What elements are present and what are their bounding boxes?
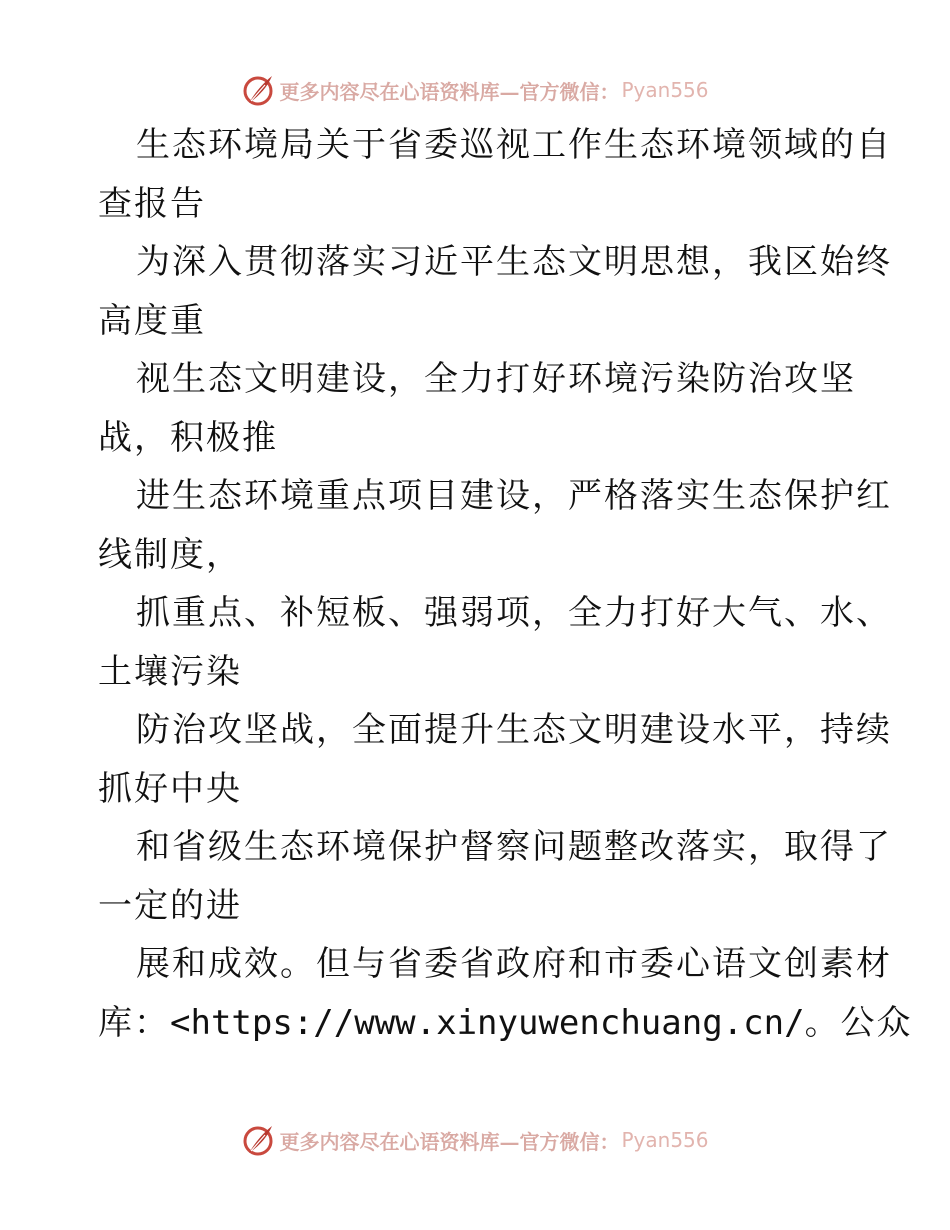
header-banner-wechat-id: Pyan556 <box>621 78 709 102</box>
doc-paragraph-line: 视生态文明建设，全力打好环境污染防治攻坚 <box>136 359 856 399</box>
doc-paragraph-line: 展和成效。但与省委省政府和市委心语文创素材 <box>136 944 892 984</box>
website-url-text: <https://www.xinyuwenchuang.cn/ <box>170 1002 805 1043</box>
doc-paragraph-line: 抓重点、补短板、强弱项，全力打好大气、水、 <box>136 593 892 633</box>
doc-title-line-2: 查报告 <box>98 183 206 224</box>
doc-title-line-1: 生态环境局关于省委巡视工作生态环境领域的自 <box>136 125 892 165</box>
footer-banner <box>0 1122 950 1158</box>
doc-paragraph-line: 抓好中央 <box>98 768 242 809</box>
footer-banner-content <box>241 1123 708 1157</box>
footer-banner-text: 更多内容尽在心语资料库—官方微信： <box>279 1129 620 1154</box>
document-body <box>98 116 913 1052</box>
footer-banner-wechat-id: Pyan556 <box>621 1128 709 1152</box>
header-banner <box>0 72 950 108</box>
doc-last-line-suffix: 。公众 <box>804 1002 913 1043</box>
feather-pen-logo-icon <box>241 1123 275 1157</box>
doc-paragraph-line: 战，积极推 <box>98 417 278 458</box>
header-banner-text: 更多内容尽在心语资料库—官方微信： <box>279 79 620 104</box>
doc-paragraph-line: 线制度， <box>98 534 242 575</box>
doc-paragraph-line: 高度重 <box>98 300 206 341</box>
doc-paragraph-line: 土壤污染 <box>98 651 242 692</box>
doc-paragraph-line: 和省级生态环境保护督察问题整改落实，取得了 <box>136 827 892 867</box>
doc-paragraph-line: 进生态环境重点项目建设，严格落实生态保护红 <box>136 476 892 516</box>
header-banner-content <box>241 73 708 107</box>
feather-pen-logo-icon <box>241 73 275 107</box>
doc-paragraph-line: 防治攻坚战，全面提升生态文明建设水平，持续 <box>136 710 892 750</box>
doc-paragraph-line: 一定的进 <box>98 885 242 926</box>
doc-paragraph-line: 为深入贯彻落实习近平生态文明思想，我区始终 <box>136 242 892 282</box>
doc-last-line-prefix: 库： <box>98 1002 170 1043</box>
doc-last-line <box>98 994 913 1053</box>
